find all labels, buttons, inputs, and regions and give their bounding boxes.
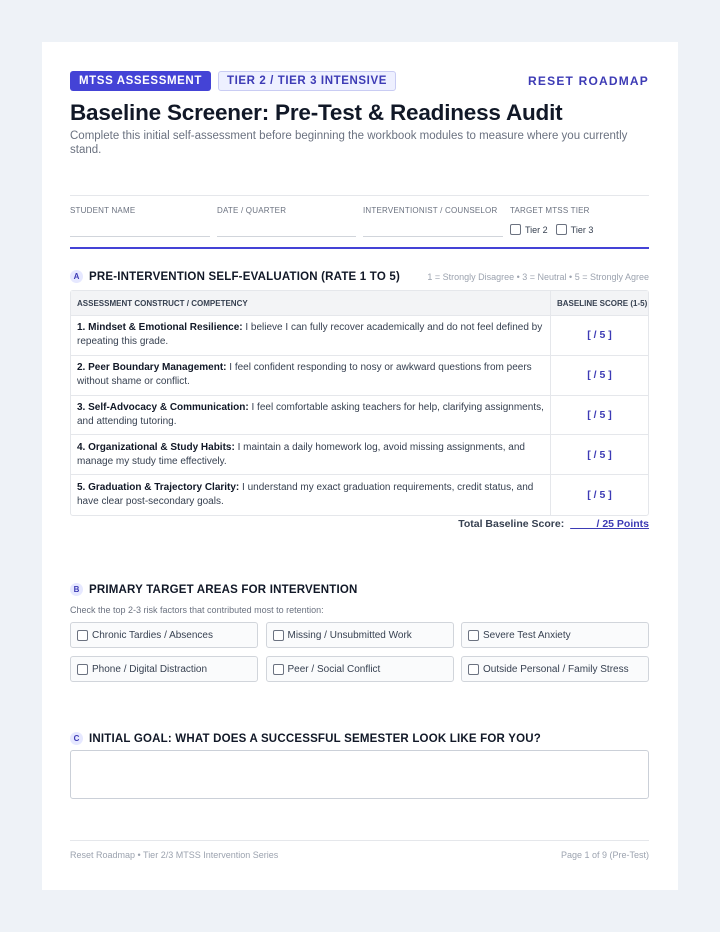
self-evaluation-table	[70, 290, 649, 516]
total-score-label: Total Baseline Score:	[458, 518, 565, 530]
risk-option-phone-distraction[interactable]	[70, 656, 258, 682]
risk-option-family-stress[interactable]	[461, 656, 649, 682]
date-quarter-label: DATE / QUARTER	[217, 206, 287, 215]
table-row	[71, 316, 648, 356]
interventionist-field[interactable]	[363, 206, 497, 215]
page-subtitle: Complete this initial self-assessment before beginning the workbook modules to measure where you currently stand.	[70, 130, 628, 156]
reset-roadmap-link[interactable]: RESET ROADMAP	[528, 74, 649, 88]
checkbox[interactable]	[77, 664, 88, 675]
tier-2-option[interactable]: Tier 2	[510, 224, 548, 235]
target-tier-label: TARGET MTSS TIER	[510, 206, 590, 215]
risk-option-test-anxiety[interactable]	[461, 622, 649, 648]
construct-label: 3. Self-Advocacy & Communication:	[77, 401, 249, 413]
section-a-header	[70, 270, 649, 283]
footer-page-number: Page 1 of 9 (Pre-Test)	[560, 850, 649, 860]
checkbox[interactable]	[77, 630, 88, 641]
option-label: Severe Test Anxiety	[483, 629, 571, 641]
section-b-marker: B	[70, 583, 83, 596]
section-b-header	[70, 583, 649, 596]
interventionist-label: INTERVENTIONIST / COUNSELOR	[363, 206, 498, 215]
tier-3-option[interactable]: Tier 3	[556, 224, 594, 235]
interventionist-line	[363, 236, 503, 237]
footer-series: Reset Roadmap • Tier 2/3 MTSS Intervention Series	[70, 850, 279, 860]
tier-3-checkbox[interactable]	[556, 224, 567, 235]
score-cell[interactable]: [ / 5 ]	[587, 408, 612, 421]
section-b-title: PRIMARY TARGET AREAS FOR INTERVENTION	[89, 583, 358, 596]
score-cell[interactable]: [ / 5 ]	[587, 489, 612, 502]
construct-cell	[71, 316, 551, 355]
option-label: Outside Personal / Family Stress	[483, 663, 629, 675]
table-header	[71, 291, 648, 316]
construct-cell	[71, 435, 551, 474]
table-row	[71, 435, 648, 475]
risk-option-peer-conflict[interactable]	[266, 656, 454, 682]
risk-factors-instruction: Check the top 2-3 risk factors that contributed most to retention:	[70, 605, 324, 615]
student-name-label: STUDENT NAME	[70, 206, 136, 215]
option-label: Phone / Digital Distraction	[92, 663, 208, 675]
assessment-badge: MTSS ASSESSMENT	[70, 71, 211, 91]
option-label: Chronic Tardies / Absences	[92, 629, 213, 641]
construct-text: I feel confident responding to nosy or awkward questions from peers without shame or conflict.	[77, 362, 532, 388]
construct-label: 5. Graduation & Trajectory Clarity:	[77, 482, 240, 494]
score-cell[interactable]: [ / 5 ]	[587, 369, 612, 382]
table-row	[71, 396, 648, 436]
total-score	[458, 518, 649, 530]
construct-text: I maintain a daily homework log, avoid missing assignments, and manage my study time effectively.	[77, 441, 525, 467]
date-quarter-field[interactable]	[217, 206, 286, 215]
student-name-field[interactable]	[70, 206, 135, 215]
table-row	[71, 475, 648, 515]
construct-cell	[71, 356, 551, 395]
header-row	[70, 70, 649, 92]
worksheet-page	[42, 42, 678, 890]
fields-divider	[70, 247, 649, 249]
construct-column-header: ASSESSMENT CONSTRUCT / COMPETENCY	[71, 291, 551, 315]
risk-factor-options	[70, 622, 649, 682]
page-footer	[70, 840, 649, 860]
construct-cell	[71, 396, 551, 435]
student-info-fields	[70, 195, 649, 235]
total-score-value[interactable]: ____ / 25 Points	[570, 518, 649, 530]
section-a-marker: A	[70, 270, 83, 283]
initial-goal-textbox[interactable]	[70, 750, 649, 799]
section-c-marker: C	[70, 732, 83, 745]
construct-text: I believe I can fully recover academically and do not feel defined by repeating this grade.	[77, 322, 543, 348]
rating-scale-note: 1 = Strongly Disagree • 3 = Neutral • 5 = Strongly Agree	[427, 271, 649, 282]
construct-cell	[71, 475, 551, 515]
construct-label: 2. Peer Boundary Management:	[77, 362, 227, 374]
risk-option-tardies[interactable]	[70, 622, 258, 648]
score-cell[interactable]: [ / 5 ]	[587, 329, 612, 342]
page-title: Baseline Screener: Pre-Test & Readiness Audit	[70, 100, 563, 125]
student-name-line	[70, 236, 210, 237]
option-label: Missing / Unsubmitted Work	[287, 629, 412, 641]
option-label: Peer / Social Conflict	[287, 663, 381, 675]
section-a-title: PRE-INTERVENTION SELF-EVALUATION (RATE 1 TO 5)	[89, 270, 400, 283]
construct-label: 4. Organizational & Study Habits:	[77, 441, 235, 453]
score-column-header: BASELINE SCORE (1-5)	[557, 298, 648, 308]
checkbox[interactable]	[273, 664, 284, 675]
construct-label: 1. Mindset & Emotional Resilience:	[77, 322, 243, 334]
construct-text: I feel comfortable asking teachers for help, clarifying assignments, and attending tutoring.	[77, 401, 544, 427]
table-row	[71, 356, 648, 396]
checkbox[interactable]	[468, 630, 479, 641]
checkbox[interactable]	[273, 630, 284, 641]
score-cell[interactable]: [ / 5 ]	[587, 448, 612, 461]
target-tier-field	[510, 206, 593, 235]
section-c-header	[70, 732, 649, 745]
section-c-title: INITIAL GOAL: WHAT DOES A SUCCESSFUL SEMESTER LOOK LIKE FOR YOU?	[89, 732, 541, 745]
checkbox[interactable]	[468, 664, 479, 675]
date-quarter-line	[217, 236, 356, 237]
construct-text: I understand my exact graduation requirements, credit status, and have clear post-secondary goals.	[77, 482, 534, 508]
tier-badge: TIER 2 / TIER 3 INTENSIVE	[218, 71, 396, 91]
risk-option-missing-work[interactable]	[266, 622, 454, 648]
tier-2-checkbox[interactable]	[510, 224, 521, 235]
